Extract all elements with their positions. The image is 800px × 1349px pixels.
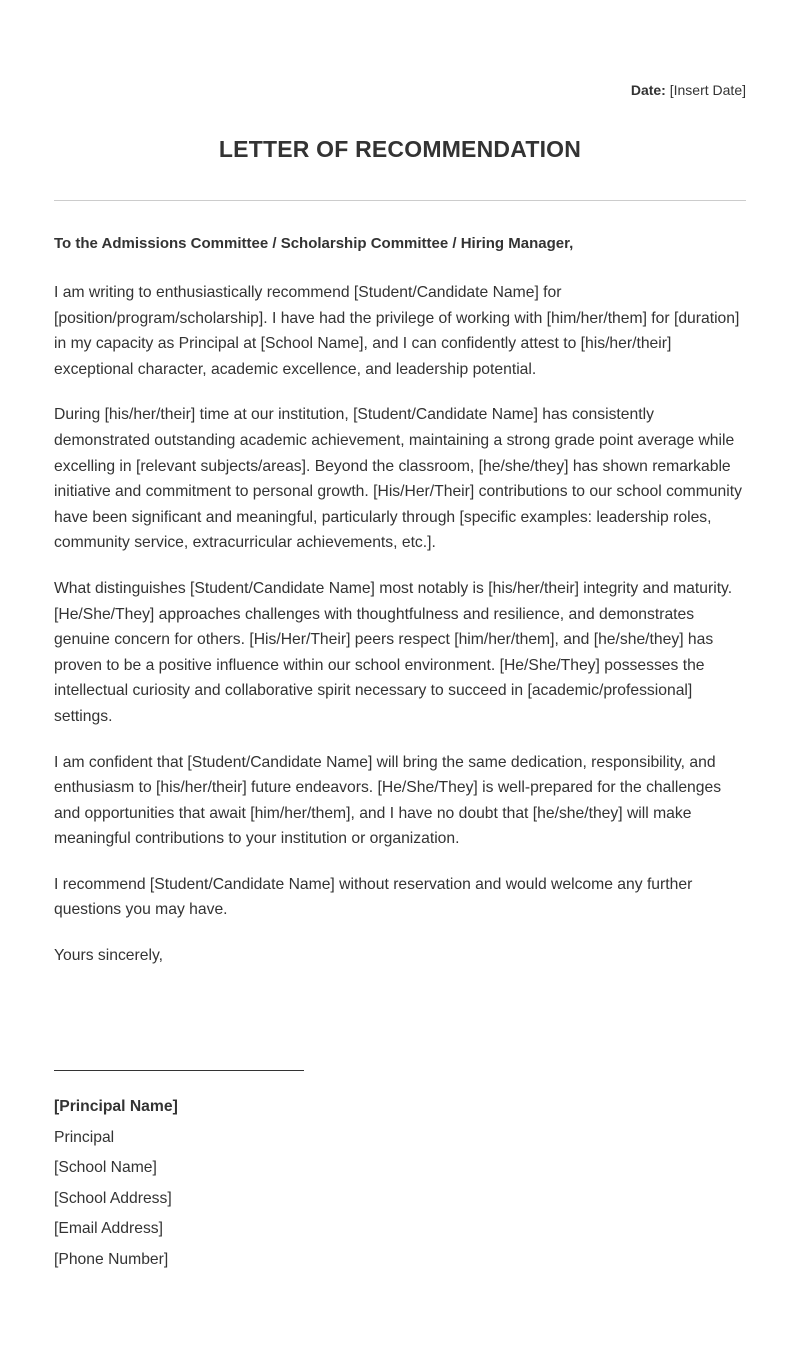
paragraph: I am confident that [Student/Candidate Name] will bring the same dedication, responsibility, and enthusiasm to [his/her/their] future endeavors. [He/She/They] is well-prepared for the challenges and opportunities that await [him/her/them], and I have no doubt that [he/she/they] will make meaningful contributions to your institution or organization.: [54, 753, 722, 848]
signer-school: [School Name]: [54, 1159, 157, 1177]
signer-phone: [Phone Number]: [54, 1250, 169, 1268]
salutation: To the Admissions Committee / Scholarship Committee / Hiring Manager,: [54, 235, 574, 252]
closing: Yours sincerely,: [54, 947, 163, 965]
signer-name: [Principal Name]: [54, 1098, 178, 1115]
paragraph: I recommend [Student/Candidate Name] without reservation and would welcome any further questions you may have.: [54, 875, 693, 919]
paragraph: What distinguishes [Student/Candidate Name] most notably is [his/her/their] integrity and maturity. [He/She/They] approaches challenges with thoughtfulness and resilience, and demonstrates genuine concern for others. [His/Her/Their] peers respect [him/her/them], and [he/she/they] has proven to be a positive influence within our school environment. [He/She/They] possesses the intellectual curiosity and collaborative spirit necessary to succeed in [academic/professional] settings.: [54, 579, 733, 725]
letter-body: [54, 233, 746, 968]
date-label: Date:: [630, 82, 666, 98]
signature-line: [54, 1070, 304, 1071]
paragraph: During [his/her/their] time at our institution, [Student/Candidate Name] has consistently demonstrated outstanding academic achievement, maintaining a strong grade point average while excelling in [relevant subjects/areas]. Beyond the classroom, [he/she/they] has shown remarkable initiative and commitment to personal growth. [His/Her/Their] contributions to our school community have been significant and meaningful, particularly through [specific examples: leadership roles, community service, extracurricular achievements, etc.].: [54, 406, 742, 552]
signer-role: Principal: [54, 1128, 115, 1146]
date-value: [Insert Date]: [669, 82, 746, 98]
letter-title: LETTER OF RECOMMENDATION: [218, 136, 582, 162]
paragraph: I am writing to enthusiastically recommend [Student/Candidate Name] for [position/program/scholarship]. I have had the privilege of working with [him/her/them] for [duration] in my capacity as Principal at [School Name], and I can confidently attest to [his/her/their] exceptional character, academic excellence, and leadership potential.: [54, 284, 740, 378]
signature-block: [54, 1092, 178, 1276]
date-line: [631, 82, 746, 98]
header-divider: [54, 200, 746, 201]
signer-email: [Email Address]: [54, 1220, 163, 1238]
signer-address: [School Address]: [54, 1189, 172, 1207]
